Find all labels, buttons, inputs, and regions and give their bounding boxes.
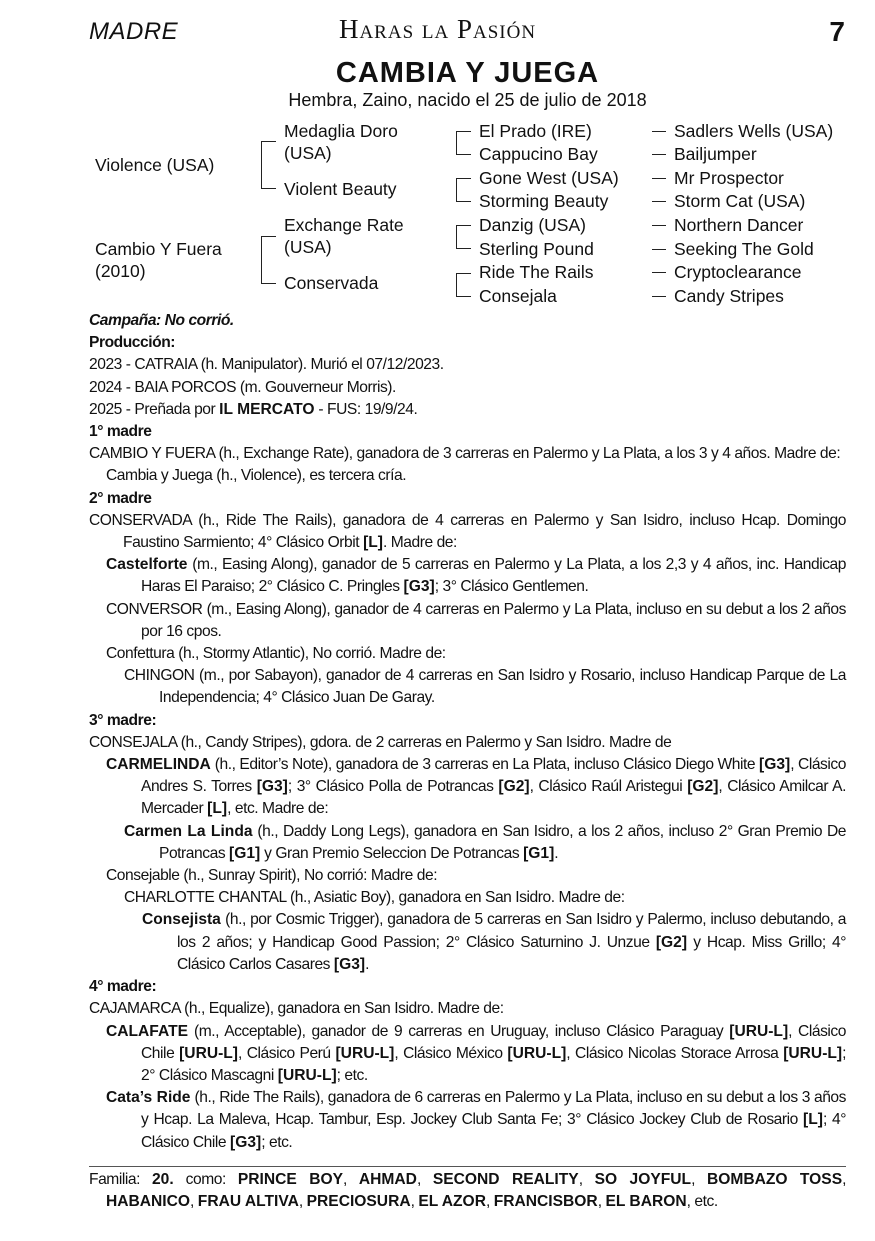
ancestor-g3: Danzig (USA): [479, 215, 586, 235]
family-suffix: , etc.: [686, 1193, 718, 1211]
grade-badge: [G3]: [333, 955, 366, 973]
progeny-entry: [89, 465, 846, 487]
brand-name: Haras la Pasión: [338, 14, 537, 44]
ancestor-g4: Sadlers Wells (USA): [674, 121, 834, 141]
text-run: ; 4° Clásico Chile: [141, 1111, 846, 1151]
text-run: CONVERSOR (m., Easing Along), ganador de 4 carreras en Palermo y La Plata, incluso en su debut a los 2 años por 16 cpos.: [106, 600, 846, 640]
family-member: BOMBAZO TOSS: [706, 1171, 843, 1188]
sire-sire-country: (USA): [284, 143, 332, 163]
text-run: , Clásico Perú: [238, 1044, 336, 1062]
divider: [89, 1166, 846, 1167]
family-member: SECOND REALITY: [432, 1171, 579, 1188]
bracket: [456, 178, 471, 202]
covering-stallion: IL MERCATO: [219, 400, 315, 418]
family-member: FRANCISBOR: [493, 1193, 598, 1211]
family-number: 20.: [151, 1171, 174, 1188]
bracket: [456, 131, 471, 155]
separator: ,: [298, 1193, 307, 1211]
dam-sire: Exchange Rate: [284, 215, 404, 235]
dam-sire-country: (USA): [284, 237, 332, 257]
family-member: SO JOYFUL: [594, 1171, 692, 1188]
connector-dash: [652, 178, 666, 179]
production-heading: Producción:: [89, 334, 176, 352]
dam-dam: Conservada: [284, 273, 379, 293]
stakes-winner-name: Carmen La Linda: [124, 822, 253, 840]
family-member: HABANICO: [106, 1193, 191, 1211]
stakes-winner-name: CALAFATE: [106, 1022, 189, 1040]
grade-badge: [URU-L]: [277, 1066, 337, 1084]
production-item-post: - FUS: 19/9/24.: [314, 400, 418, 418]
text-run: . Madre de:: [382, 534, 457, 552]
separator: ,: [485, 1193, 494, 1211]
family-section: [89, 1169, 846, 1213]
family-member: EL BARON: [605, 1193, 687, 1211]
stakes-winner-name: Cata’s Ride: [106, 1089, 191, 1107]
progeny-entry: [89, 909, 846, 976]
text-run: Confettura (h., Stormy Atlantic), No corrió. Madre de:: [106, 645, 446, 663]
family-member: AHMAD: [358, 1171, 417, 1188]
separator: ,: [597, 1193, 606, 1211]
text-run: , Clásico Chile: [141, 1022, 846, 1062]
family-member: EL AZOR: [418, 1193, 486, 1211]
grade-badge: [G2]: [655, 933, 688, 951]
campaign: Campaña: No corrió.: [89, 312, 234, 329]
progeny-entry: [89, 599, 846, 643]
family-member: PRINCE BOY: [237, 1171, 344, 1188]
progeny-entry: [89, 665, 846, 709]
progeny-entry: [89, 754, 846, 821]
stakes-winner-name: Castelforte: [106, 556, 188, 574]
text-run: (h., Daddy Long Legs), ganadora en San Isidro, a los 2 años, incluso 2° Gran Premio De Potrancas: [159, 822, 846, 862]
text-run: , Clásico Nicolas Storace Arrosa: [566, 1044, 784, 1062]
grade-badge: [G3]: [256, 778, 288, 796]
grade-badge: [G3]: [230, 1133, 262, 1151]
separator: ,: [410, 1193, 419, 1211]
text-run: (m., Easing Along), ganador de 5 carreras en Palermo y La Plata, a los 2,3 y 4 años, inc. Handicap Haras El Paraiso; 2° Clásico C. Pringles: [141, 556, 846, 596]
family-como: como:: [173, 1171, 238, 1188]
connector-dash: [652, 225, 666, 226]
production-item: 2023 - CATRAIA (h. Manipulator). Murió el 07/12/2023.: [89, 356, 444, 374]
family-line: [89, 1169, 846, 1213]
separator: ,: [842, 1171, 846, 1188]
separator: ,: [343, 1171, 359, 1188]
progeny-entry: [89, 732, 846, 754]
connector-dash: [652, 131, 666, 132]
separator: ,: [578, 1171, 595, 1188]
progeny-entry: [89, 643, 846, 665]
dam-heading: 3° madre:: [89, 711, 157, 729]
grade-badge: [L]: [207, 800, 228, 818]
connector-dash: [652, 154, 666, 155]
text-run: (h., Ride The Rails), ganadora de 6 carreras en Palermo y La Plata, incluso en su debut a los 3 años y Hcap. La Maleva, Hcap. Tambur, Esp. Jockey Club Santa Fe; 3° Clásico Jockey Club de Rosario: [141, 1089, 846, 1129]
bracket: [456, 225, 471, 249]
progeny-entry: [89, 887, 846, 909]
production-item: 2024 - BAIA PORCOS (m. Gouverneur Morris).: [89, 378, 396, 396]
progeny-entry: [89, 821, 846, 865]
text-run: CONSERVADA (h., Ride The Rails), ganadora de 4 carreras en Palermo y San Isidro, incluso Hcap. Domingo Faustino Sarmiento; 4° Clásico Orbit: [89, 511, 846, 552]
text-run: ; etc.: [336, 1066, 368, 1084]
progeny-entry: [89, 998, 846, 1020]
dam-heading: 1° madre: [89, 423, 152, 441]
family-member: PRECIOSURA: [306, 1193, 411, 1211]
ancestor-g3: Ride The Rails: [479, 262, 594, 282]
progeny-entry: [89, 554, 846, 598]
text-run: ; 3° Clásico Polla de Potrancas: [287, 778, 499, 796]
text-run: Consejable (h., Sunray Spirit), No corrió: Madre de:: [106, 867, 438, 885]
ancestor-g4: Candy Stripes: [674, 286, 784, 306]
text-run: , etc. Madre de:: [227, 800, 329, 818]
grade-badge: [G3]: [759, 756, 791, 774]
ancestor-g4: Bailjumper: [674, 144, 757, 164]
ancestor-g3: Consejala: [479, 286, 557, 306]
text-run: , Clásico Amilcar A. Mercader: [141, 778, 847, 818]
production-item: [89, 399, 846, 421]
text-run: (m., Acceptable), ganador de 9 carreras en Uruguay, incluso Clásico Paraguay: [188, 1022, 730, 1040]
text-run: (h., por Cosmic Trigger), ganadora de 5 carreras en San Isidro y Palermo, incluso debutando, a los 2 años; y Handicap Good Passion; 2° Clásico Saturnino J. Unzue: [177, 911, 846, 951]
grade-badge: [G1]: [523, 844, 555, 862]
grade-badge: [URU-L]: [507, 1044, 567, 1062]
grade-badge: [L]: [363, 534, 383, 552]
bracket: [456, 273, 471, 297]
grade-badge: [G3]: [403, 578, 435, 596]
grade-badge: [G2]: [687, 778, 719, 796]
sire-dam: Violent Beauty: [284, 179, 397, 199]
ancestor-g3: Gone West (USA): [479, 168, 619, 188]
sire-sire: Medaglia Doro: [284, 121, 398, 141]
text-run: y Hcap. Miss Grillo; 4° Clásico Carlos Casares: [177, 933, 846, 973]
grade-badge: [L]: [803, 1111, 823, 1129]
production-item-pre: 2025 - Preñada por: [89, 400, 220, 418]
text-run: .: [365, 955, 369, 973]
grade-badge: [URU-L]: [729, 1022, 789, 1040]
bracket: [261, 141, 276, 189]
dam-year: (2010): [95, 261, 146, 281]
connector-dash: [652, 272, 666, 273]
grade-badge: [G2]: [498, 778, 530, 796]
stakes-winner-name: Consejista: [142, 911, 221, 929]
grade-badge: [G1]: [229, 844, 261, 862]
text-run: CAJAMARCA (h., Equalize), ganadora en San Isidro. Madre de:: [89, 1000, 504, 1018]
separator: ,: [190, 1193, 198, 1211]
dam-heading: 2° madre: [89, 489, 152, 507]
ancestor-g3: El Prado (IRE): [479, 121, 592, 141]
catalog-body: [89, 310, 846, 1154]
horse-name: CAMBIA Y JUEGA: [335, 57, 600, 89]
text-run: CHARLOTTE CHANTAL (h., Asiatic Boy), ganadora en San Isidro. Madre de:: [124, 889, 625, 907]
text-run: Cambia y Juega (h., Violence), es tercera cría.: [106, 467, 407, 485]
horse-description: Hembra, Zaino, nacido el 25 de julio de 2018: [288, 90, 647, 110]
text-run: , Clásico Raúl Aristegui: [529, 778, 688, 796]
text-run: ; 2° Clásico Mascagni: [141, 1044, 846, 1084]
text-run: ; 3° Clásico Gentlemen.: [434, 578, 589, 596]
connector-dash: [652, 249, 666, 250]
progeny-entry: [89, 510, 846, 554]
text-run: (h., Editor’s Note), ganadora de 3 carreras en La Plata, incluso Clásico Diego White: [210, 756, 760, 774]
text-run: CHINGON (m., por Sabayon), ganador de 4 carreras en San Isidro y Rosario, incluso Handicap Parque de La Independencia; 4° Clásico Juan De Garay.: [124, 667, 846, 707]
ancestor-g3: Cappucino Bay: [479, 144, 598, 164]
ancestor-g4: Cryptoclearance: [674, 262, 802, 282]
separator: ,: [691, 1171, 707, 1188]
family-label: Familia:: [89, 1171, 152, 1188]
ancestor-g4: Storm Cat (USA): [674, 191, 806, 211]
bracket: [261, 236, 276, 284]
text-run: , Clásico México: [394, 1044, 508, 1062]
page-number: 7: [829, 16, 845, 47]
progeny-entry: [89, 865, 846, 887]
ancestor-g4: Seeking The Gold: [674, 239, 814, 259]
connector-dash: [652, 201, 666, 202]
ancestor-g4: Mr Prospector: [674, 168, 784, 188]
text-run: ; etc.: [261, 1133, 293, 1151]
progeny-entry: [89, 443, 846, 465]
text-run: CONSEJALA (h., Candy Stripes), gdora. de 2 carreras en Palermo y San Isidro. Madre de: [89, 733, 672, 751]
ancestor-g4: Northern Dancer: [674, 215, 804, 235]
progeny-entry: [89, 1021, 846, 1088]
separator: ,: [416, 1171, 433, 1188]
ancestor-g3: Sterling Pound: [479, 239, 594, 259]
text-run: CAMBIO Y FUERA (h., Exchange Rate), ganadora de 3 carreras en Palermo y La Plata, a los 3 y 4 años. Madre de:: [89, 445, 841, 463]
text-run: , Clásico Andres S. Torres: [141, 756, 846, 796]
stakes-winner-name: CARMELINDA: [106, 756, 211, 774]
section-label: MADRE: [89, 18, 179, 45]
sire: Violence (USA): [95, 155, 215, 175]
grade-badge: [URU-L]: [335, 1044, 395, 1062]
dam-heading: 4° madre:: [89, 978, 157, 996]
text-run: .: [554, 844, 559, 862]
text-run: y Gran Premio Seleccion De Potrancas: [260, 844, 524, 862]
grade-badge: [URU-L]: [179, 1044, 238, 1062]
family-member: FRAU ALTIVA: [197, 1193, 299, 1211]
grade-badge: [URU-L]: [783, 1044, 843, 1062]
connector-dash: [652, 296, 666, 297]
dam: Cambio Y Fuera: [95, 239, 222, 259]
ancestor-g3: Storming Beauty: [479, 191, 609, 211]
dam-lines: [89, 421, 846, 1154]
progeny-entry: [89, 1087, 846, 1154]
